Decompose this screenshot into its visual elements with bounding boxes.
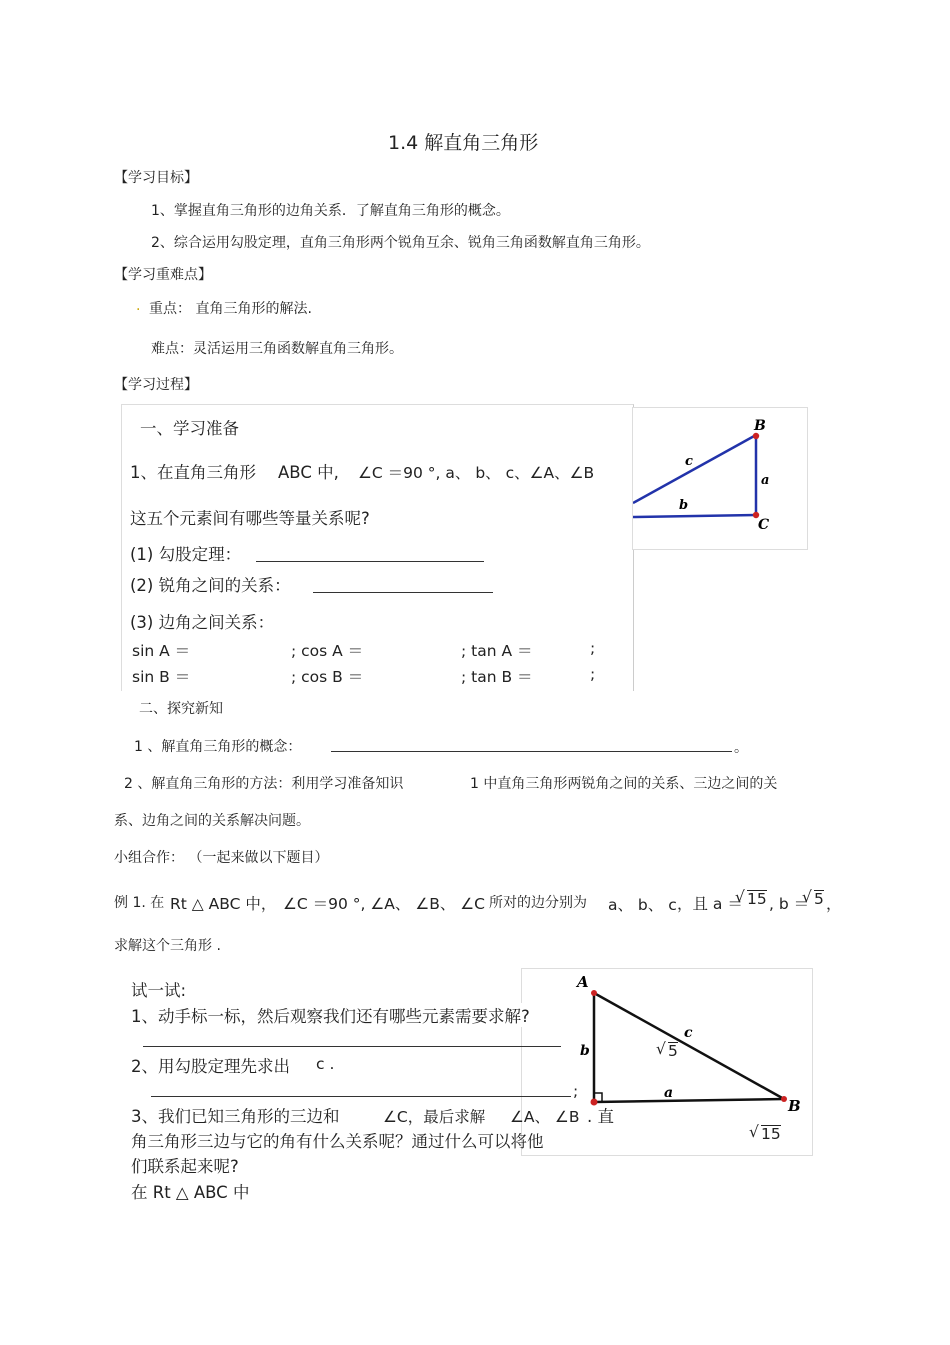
example-rt: Rt △ ABC 中， [170, 895, 277, 913]
difficulty-point: 难点：灵活运用三角函数解直角三角形。 [151, 341, 403, 357]
cosB-label: ; cos B ＝ [291, 668, 364, 686]
example-sides-text: 所对的边分别为 [489, 895, 587, 911]
try-q2-c: c . [316, 1055, 335, 1073]
try-q2-prefix: 2、用勾股定理先求出 [131, 1057, 290, 1076]
method-c: 系、边角之间的关系解决问题。 [114, 813, 310, 829]
semicolon-a: ; [590, 639, 596, 657]
key-points-heading: 【学习重难点】 [114, 267, 212, 283]
concept-label: 1 、解直角三角形的概念： [134, 739, 302, 755]
fig2-label-b: b [580, 1043, 590, 1059]
prep-q1-abc: ABC 中, [278, 463, 339, 482]
blank-acute-angles[interactable] [313, 592, 493, 593]
method-b: 1 中直角三角形两锐角之间的关系、三边之间的关 [470, 776, 778, 792]
example-label: 例 1. 在 [114, 895, 165, 911]
sinA-label: sin A ＝ [132, 642, 191, 660]
blank-pythagoras[interactable] [256, 561, 484, 562]
fig1-label-C: C [758, 517, 770, 533]
page-title: 1.4 解直角三角形 [388, 132, 539, 154]
fig1-label-a: a [761, 473, 770, 488]
concept-end: 。 [734, 740, 748, 756]
prep-item-2: (2) 锐角之间的关系： [130, 576, 291, 595]
example-sqrt-a [735, 890, 767, 908]
blank-try-2[interactable] [151, 1096, 571, 1097]
fig1-label-c: c [685, 454, 693, 469]
fig2-label-a: a [664, 1085, 674, 1101]
try-q3-c: ∠A、 ∠B [510, 1108, 580, 1126]
try-q3-line4: 在 Rt △ ABC 中 [131, 1183, 250, 1202]
bullet-dot: . [136, 298, 141, 314]
fig2-sqrt-5 [656, 1042, 678, 1060]
prep-heading: 一、学习准备 [140, 419, 239, 438]
example-sqrt-b [802, 890, 824, 908]
example-val-a: 15 [747, 890, 767, 908]
cosA-label: ; cos A ＝ [291, 642, 364, 660]
prep-item-1: (1) 勾股定理： [130, 545, 242, 564]
try-semicolon: ; [573, 1082, 579, 1100]
try-q3-b: ∠C，最后求解 [383, 1108, 486, 1126]
try-q3-line2: 角三角形三边与它的角有什么关系呢？通过什么可以将他 [131, 1132, 544, 1151]
group-work: 小组合作： （一起来做以下题目） [114, 850, 329, 866]
fig2-val-a: 15 [761, 1125, 781, 1143]
example-ask: 求解这个三角形 . [114, 938, 221, 954]
prep-q1-line2: 这五个元素间有哪些等量关系呢? [130, 509, 370, 528]
figure-1-frame [632, 407, 808, 550]
fig2-label-c: c [684, 1025, 693, 1041]
blank-try-1[interactable] [143, 1046, 561, 1047]
fig2-label-A: A [577, 973, 589, 991]
try-q3-line3: 们联系起来呢? [131, 1157, 239, 1176]
fig2-label-B: B [788, 1097, 801, 1115]
fig2-val-b: 5 [668, 1042, 678, 1060]
example-angles: ∠C ＝90 °, ∠A、 ∠B、 ∠C [283, 895, 485, 913]
prep-item-3: (3) 边角之间关系： [130, 613, 275, 632]
example-comma: ， [826, 895, 842, 913]
goal-item-2: 2、综合运用勾股定理，直角三角形两个锐角互余、锐角三角函数解直角三角形。 [151, 235, 650, 251]
figure-1-triangle [633, 408, 807, 549]
method-a: 2 、解直角三角形的方法：利用学习准备知识 [124, 776, 404, 792]
example-sides: a、 b、 c [608, 896, 677, 914]
example-cond-b: , b ＝ [769, 895, 810, 913]
semicolon-b: ; [590, 665, 596, 683]
fig2-sqrt-15 [749, 1125, 781, 1143]
try-heading: 试一试: [131, 981, 187, 1000]
process-heading: 【学习过程】 [114, 377, 198, 393]
try-q3-a: 3、我们已知三角形的三边和 [131, 1107, 340, 1126]
key-point: 重点： 直角三角形的解法. [149, 301, 312, 317]
example-val-b: 5 [814, 890, 824, 908]
prep-q1-prefix: 1、在直角三角形 [130, 463, 256, 482]
explore-heading: 二、探究新知 [139, 701, 223, 717]
tanB-label: ; tan B ＝ [461, 668, 533, 686]
prep-q1-angles: ∠C ＝90 °, a、 b、 c、∠A、∠B [358, 464, 595, 482]
tanA-label: ; tan A ＝ [461, 642, 533, 660]
blank-concept[interactable] [331, 751, 732, 752]
goal-item-1: 1、掌握直角三角形的边角关系．了解直角三角形的概念。 [151, 203, 510, 219]
try-q3-d: . 直 [587, 1107, 614, 1126]
try-q1: 1、动手标一标，然后观察我们还有哪些元素需要求解? [131, 1003, 530, 1027]
fig1-label-b: b [679, 498, 689, 513]
sinB-label: sin B ＝ [132, 668, 191, 686]
goals-heading: 【学习目标】 [114, 170, 198, 186]
fig1-label-B: B [754, 418, 766, 434]
example-cond-a: ，且 a ＝ [677, 895, 743, 913]
